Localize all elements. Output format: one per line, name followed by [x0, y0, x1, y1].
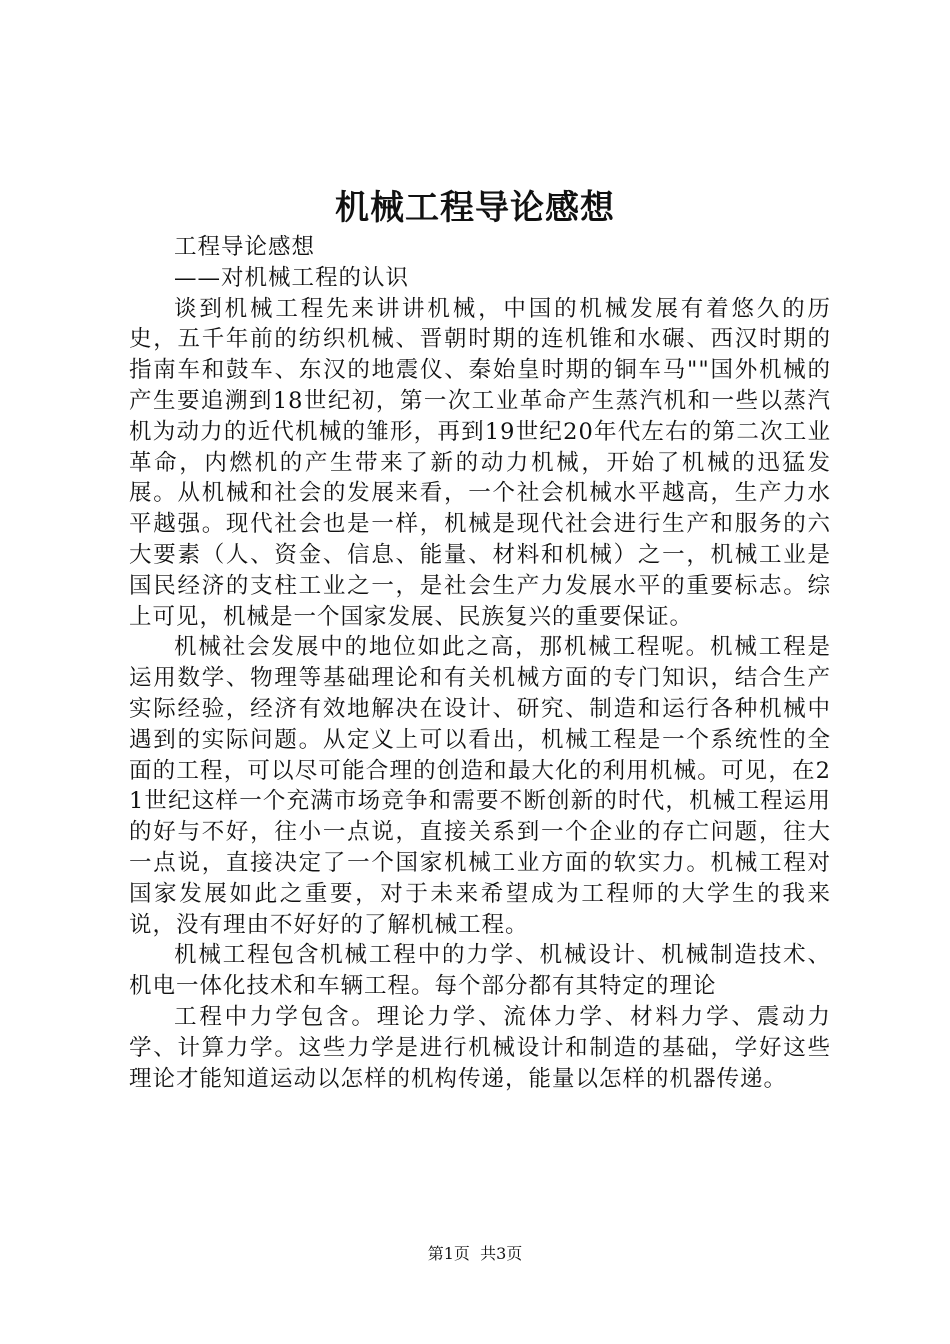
paragraph-2: 机械社会发展中的地位如此之高，那机械工程呢。机械工程是运用数学、物理等基础理论和有关机械方面的专门知识，结合生产实际经验，经济有效地解决在设计、研究、制造和运行各种机械中遇到的实际问题。从定义上可以看出，机械工程是一个系统性的全面的工程，可以尽可能合理的创造和最大化的利用机械。可见，在21世纪这样一个充满市场竞争和需要不断创新的时代，机械工程运用的好与不好，往小一点说，直接关系到一个企业的存亡问题，往大一点说，直接决定了一个国家机械工业方面的软实力。机械工程对国家发展如此之重要，对于未来希望成为工程师的大学生的我来说，没有理由不好好的了解机械工程。: [129, 634, 831, 938]
paragraph-3: 机械工程包含机械工程中的力学、机械设计、机械制造技术、机电一体化技术和车辆工程。每个部分都有其特定的理论: [129, 942, 831, 1000]
subtitle-2: ——对机械工程的认识: [174, 264, 410, 291]
paragraph-1: 谈到机械工程先来讲讲机械，中国的机械发展有着悠久的历史，五千年前的纺织机械、晋朝时期的连机锥和水碾、西汉时期的指南车和鼓车、东汉的地震仪、秦始皇时期的铜车马""国外机械的产生要追溯到18世纪初，第一次工业革命产生蒸汽机和一些以蒸汽机为动力的近代机械的雏形，再到19世纪20年代左右的第二次工业革命，内燃机的产生带来了新的动力机械，开始了机械的迅猛发展。从机械和社会的发展来看，一个社会机械水平越高，生产力水平越强。现代社会也是一样，机械是现代社会进行生产和服务的六大要素（人、资金、信息、能量、材料和机械）之一，机械工业是国民经济的支柱工业之一，是社会生产力发展水平的重要标志。综上可见，机械是一个国家发展、民族复兴的重要保证。: [129, 295, 831, 630]
page-footer: 第1页 共3页: [427, 1244, 523, 1263]
subtitle-1: 工程导论感想: [174, 234, 316, 260]
document-title: 机械工程导论感想: [335, 188, 615, 228]
document-body: [129, 232, 831, 1094]
paragraph-4: 工程中力学包含。理论力学、流体力学、材料力学、震动力学、计算力学。这些力学是进行机械设计和制造的基础，学好这些理论才能知道运动以怎样的机构传递，能量以怎样的机器传递。: [129, 1003, 831, 1092]
